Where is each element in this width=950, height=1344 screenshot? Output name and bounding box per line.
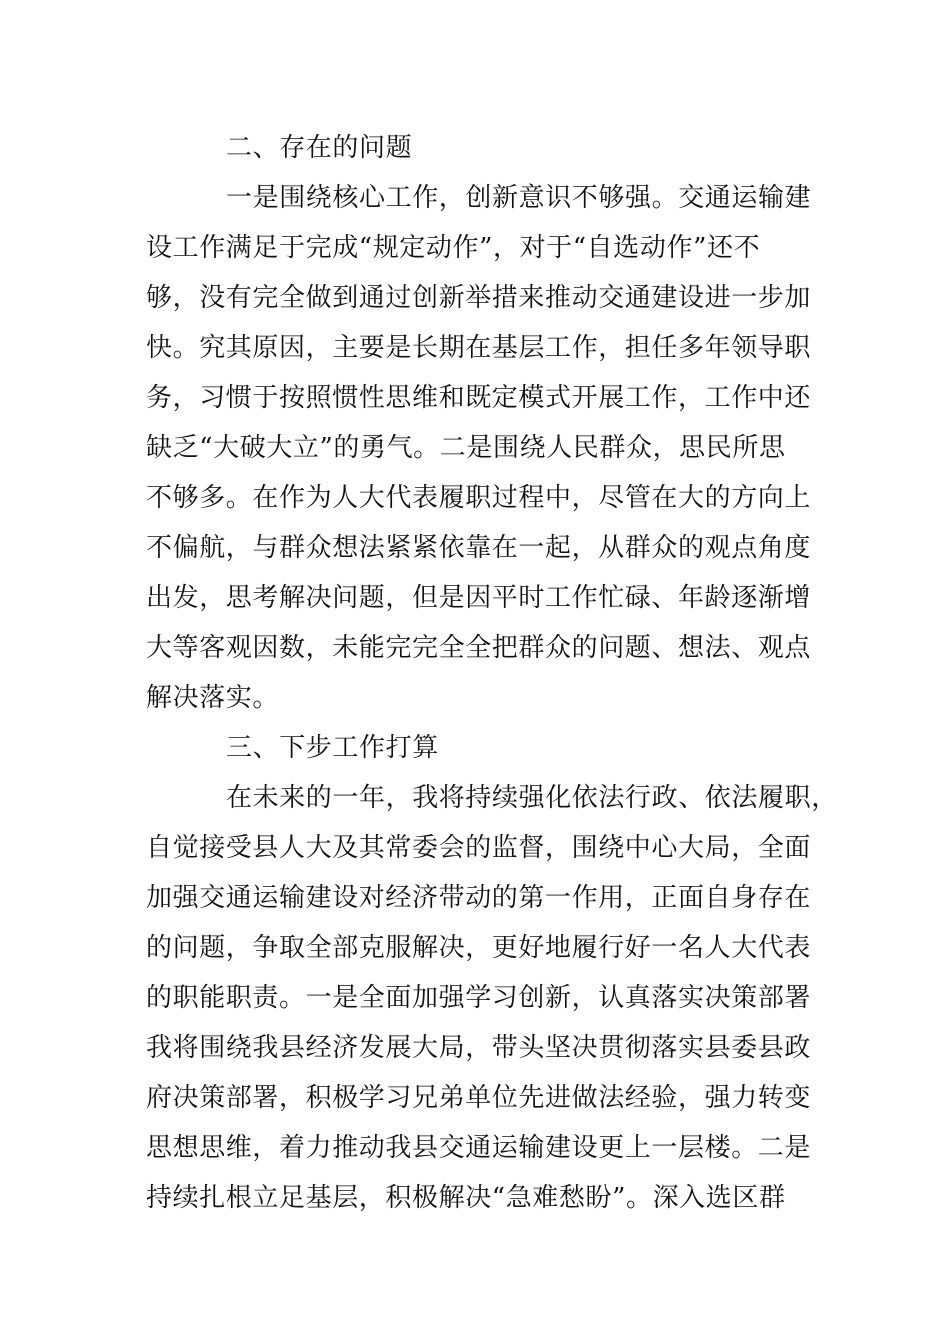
paragraph-line: 府决策部署，积极学习兄弟单位先进做法经验，强力转变 — [146, 1083, 812, 1113]
paragraph-line: 出发，思考解决问题，但是因平时工作忙碌、年龄逐渐增 — [146, 583, 812, 613]
paragraph-line: 不够多。在作为人大代表履职过程中，尽管在大的方向上 — [146, 483, 812, 513]
paragraph-line: 不偏航，与群众想法紧紧依靠在一起，从群众的观点角度 — [146, 533, 812, 563]
paragraph-line: 缺乏“大破大立”的勇气。二是围绕人民群众，思民所思 — [146, 433, 786, 463]
paragraph-line: 一是围绕核心工作，创新意识不够强。交通运输建 — [226, 183, 812, 213]
paragraph-line: 务，习惯于按照惯性思维和既定模式开展工作，工作中还 — [146, 383, 812, 413]
paragraph-line: 我将围绕我县经济发展大局，带头坚决贯彻落实县委县政 — [146, 1033, 812, 1063]
section-heading-next-steps: 三、下步工作打算 — [226, 733, 439, 763]
paragraph-line: 加强交通运输建设对经济带动的第一作用，正面自身存在 — [146, 883, 812, 913]
paragraph-line: 思想思维，着力推动我县交通运输建设更上一层楼。二是 — [146, 1133, 812, 1163]
paragraph-line: 在未来的一年，我将持续强化依法行政、依法履职， — [226, 783, 838, 813]
paragraph-line: 的问题，争取全部克服解决，更好地履行好一名人大代表 — [146, 933, 812, 963]
paragraph-line: 持续扎根立足基层，积极解决“急难愁盼”。深入选区群 — [146, 1183, 786, 1213]
section-heading-problems: 二、存在的问题 — [226, 133, 413, 163]
paragraph-line: 大等客观因数，未能完完全全把群众的问题、想法、观点 — [146, 633, 812, 663]
paragraph-line: 自觉接受县人大及其常委会的监督，围绕中心大局，全面 — [146, 833, 812, 863]
paragraph-line: 解决落实。 — [146, 683, 280, 713]
paragraph-line: 快。究其原因，主要是长期在基层工作，担任多年领导职 — [146, 333, 812, 363]
paragraph-line: 设工作满足于完成“规定动作”，对于“自选动作”还不 — [146, 233, 761, 263]
paragraph-line: 够，没有完全做到通过创新举措来推动交通建设进一步加 — [146, 283, 812, 313]
paragraph-line: 的职能职责。一是全面加强学习创新，认真落实决策部署 — [146, 983, 812, 1013]
